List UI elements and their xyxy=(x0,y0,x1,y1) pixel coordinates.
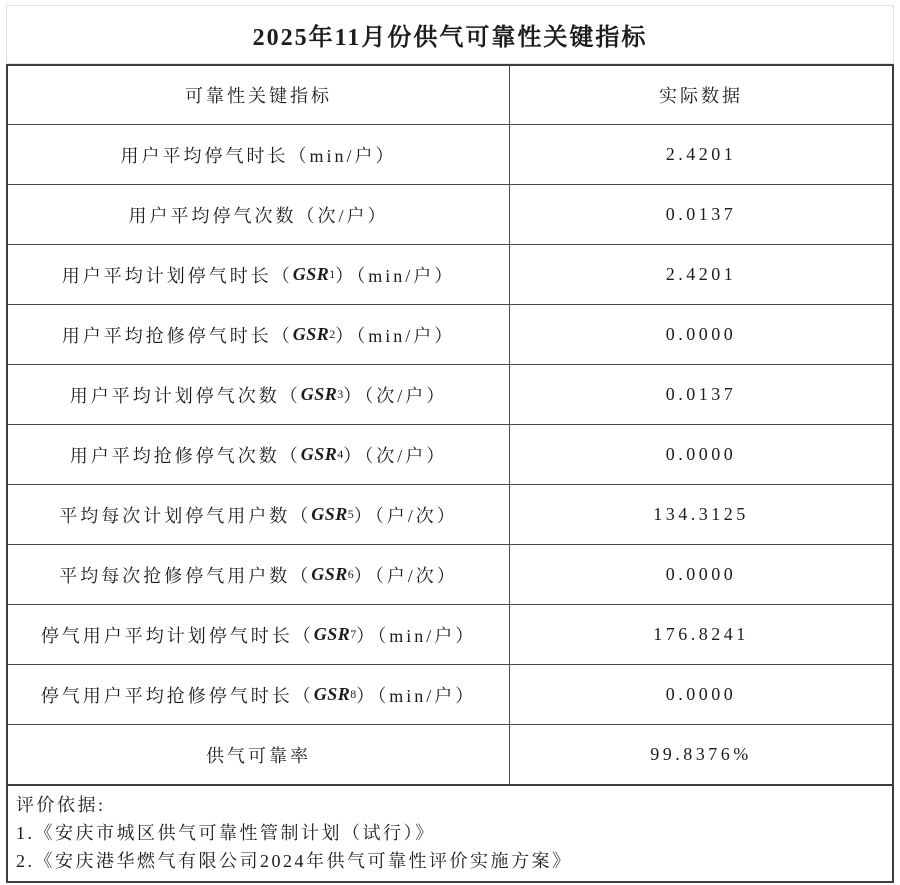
value-cell: 0.0000 xyxy=(665,564,737,584)
indicator-cell xyxy=(8,425,510,484)
value-cell: 0.0137 xyxy=(665,384,737,404)
gsr-symbol: GSR xyxy=(311,504,348,524)
table-row xyxy=(8,244,892,304)
indicator-label: 停气用户平均计划停气时长（ xyxy=(40,625,314,646)
table-row xyxy=(8,724,892,784)
indicator-unit: ）（户/次） xyxy=(353,565,458,586)
value-cell: 176.8241 xyxy=(653,624,749,644)
value-cell: 0.0000 xyxy=(665,444,737,464)
gsr-subscript: 5 xyxy=(347,507,354,521)
indicator-label: 平均每次抢修停气用户数（ xyxy=(59,565,312,586)
gsr-subscript: 7 xyxy=(350,627,357,641)
table-header-row xyxy=(8,66,892,124)
evaluation-basis-item: 2.《安庆港华燃气有限公司2024年供气可靠性评价实施方案》 xyxy=(16,851,573,871)
gsr-symbol: GSR xyxy=(313,624,351,644)
value-cell: 99.8376% xyxy=(650,744,752,764)
indicator-cell xyxy=(8,725,510,784)
indicator-cell xyxy=(8,545,510,604)
indicator-cell xyxy=(8,605,510,664)
table-row xyxy=(8,604,892,664)
value-cell: 0.0000 xyxy=(665,684,737,704)
gsr-subscript: 8 xyxy=(350,687,357,701)
value-cell: 0.0137 xyxy=(665,204,737,224)
evaluation-basis-heading: 评价依据: xyxy=(16,795,106,815)
indicator-label: 用户平均抢修停气时长（ xyxy=(61,325,293,346)
indicator-label: 用户平均抢修停气次数（ xyxy=(69,445,301,466)
gsr-symbol: GSR xyxy=(311,564,348,584)
gsr-subscript: 6 xyxy=(347,567,354,581)
indicator-cell xyxy=(8,245,510,304)
indicator-unit: ）（min/户） xyxy=(356,685,477,706)
indicator-cell xyxy=(8,125,510,184)
indicator-unit: ）（min/户） xyxy=(335,325,456,346)
indicator-unit: ）（户/次） xyxy=(353,505,458,526)
indicator-label: 用户平均停气时长（min/户） xyxy=(120,145,397,166)
gsr-symbol: GSR xyxy=(300,444,338,464)
indicator-cell xyxy=(8,365,510,424)
indicator-label: 平均每次计划停气用户数（ xyxy=(59,505,312,526)
indicator-label: 用户平均计划停气次数（ xyxy=(69,385,301,406)
indicator-label: 用户平均停气次数（次/户） xyxy=(128,205,389,226)
gsr-subscript: 3 xyxy=(337,387,344,401)
gsr-symbol: GSR xyxy=(292,324,330,344)
header-value: 实际数据 xyxy=(659,86,743,106)
value-cell: 2.4201 xyxy=(665,264,737,284)
table-row xyxy=(8,544,892,604)
indicator-unit: ）（min/户） xyxy=(335,265,456,286)
table-row xyxy=(8,484,892,544)
indicator-cell xyxy=(8,485,510,544)
table-row xyxy=(8,424,892,484)
gsr-symbol: GSR xyxy=(292,264,330,284)
table-row xyxy=(8,304,892,364)
gsr-subscript: 2 xyxy=(329,327,336,341)
value-cell: 0.0000 xyxy=(665,324,737,344)
gsr-symbol: GSR xyxy=(300,384,338,404)
gsr-symbol: GSR xyxy=(313,684,351,704)
indicator-label: 供气可靠率 xyxy=(206,745,311,766)
indicator-cell xyxy=(8,185,510,244)
page-title: 2025年11月份供气可靠性关键指标 xyxy=(6,5,894,64)
indicator-unit: ）（min/户） xyxy=(356,625,477,646)
indicator-cell xyxy=(8,665,510,724)
indicator-label: 停气用户平均抢修停气时长（ xyxy=(40,685,314,706)
table-row xyxy=(8,184,892,244)
table-row xyxy=(8,664,892,724)
evaluation-basis-item: 1.《安庆市城区供气可靠性管制计划（试行）》 xyxy=(16,823,436,843)
value-cell: 134.3125 xyxy=(653,504,749,524)
indicator-table xyxy=(6,64,894,786)
value-cell: 2.4201 xyxy=(665,144,737,164)
table-row xyxy=(8,124,892,184)
table-row xyxy=(8,364,892,424)
header-indicator: 可靠性关键指标 xyxy=(8,66,510,124)
indicator-cell xyxy=(8,305,510,364)
evaluation-basis-note xyxy=(6,786,894,883)
indicator-unit: ）（次/户） xyxy=(343,385,448,406)
gsr-subscript: 4 xyxy=(337,447,344,461)
indicator-unit: ）（次/户） xyxy=(343,445,448,466)
indicator-label: 用户平均计划停气时长（ xyxy=(61,265,293,286)
gsr-subscript: 1 xyxy=(329,267,336,281)
